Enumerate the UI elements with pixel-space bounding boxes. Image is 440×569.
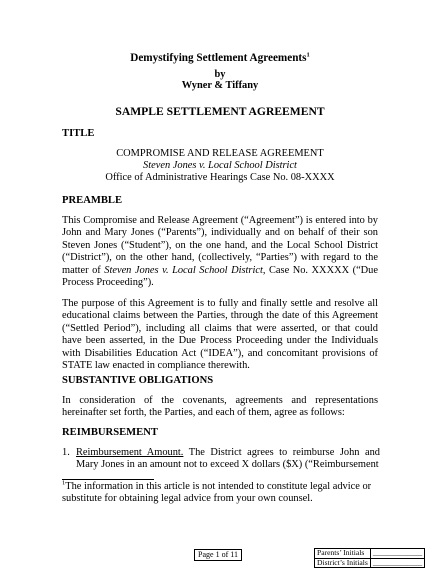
document-title: Demystifying Settlement Agreements$^1$ (130, 51, 310, 64)
list-item-number: 1. (62, 447, 70, 458)
case-caption: Steven Jones v. Local School District (143, 160, 297, 171)
footnote: $^1$The information in this article is not intended to constitute legal advice or substitute for obtaining legal advice from your own counsel. (62, 479, 372, 505)
district-initials-row (315, 558, 425, 568)
parents-initials-label: Parents’ Initials (315, 549, 371, 559)
reimbursement-heading: REIMBURSEMENT (62, 427, 158, 438)
parents-initials-blank: _____________ (370, 549, 424, 559)
footnote-mark: 1 (62, 479, 66, 487)
district-initials-label: District’s Initials (315, 558, 371, 568)
sample-agreement-title: SAMPLE SETTLEMENT AGREEMENT (115, 105, 325, 118)
byline-by: by (214, 69, 226, 80)
initials-table (314, 548, 425, 568)
reimbursement-item: Reimbursement Amount. The District agrees to reimburse John and Mary Jones in an amount not to exceed X dollars ($X) (“Reimbursement (76, 447, 380, 471)
title-heading: TITLE (62, 128, 95, 139)
case-name-italic: Steven Jones v. Local School District (104, 264, 263, 276)
parents-initials-row (315, 549, 425, 559)
case-number: Office of Administrative Hearings Case No. 08-XXXX (105, 172, 335, 183)
preamble-paragraph-1: This Compromise and Release Agreement (“Agreement”) is entered into by John and Mary Jones (“Parents”), individually and on behalf of their son Steven Jones (“Student”), on the one hand, and the Local School District (“District”), on the other hand, (collectively, “Parties”) with regard to the matter of Steven Jones v. Local School District, Case No. XXXXX (“Due Process Proceeding”). (62, 215, 378, 289)
footnote-reference: 1 (306, 51, 310, 59)
district-initials-blank: _____________ (370, 558, 424, 568)
footnote-separator (62, 479, 154, 480)
byline-authors: Wyner & Tiffany (181, 80, 259, 91)
preamble-paragraph-2: The purpose of this Agreement is to fully and finally settle and resolve all educational claims between the Parties, through the date of this Agreement (“Settled Period”), including all claims that were asserted, or that could have been asserted, in the Due Process Proceeding under the Individuals with Disabilities Education Act (“IDEA”), and concomitant provisions of STATE law enacted in compliance therewith. (62, 298, 378, 372)
obligations-heading: SUBSTANTIVE OBLIGATIONS (62, 375, 214, 386)
obligations-paragraph: In consideration of the covenants, agreements and representations hereinafter set forth, the Parties, and each of them, agree as follows: (62, 395, 378, 419)
page-number-box: Page 1 of 11 (194, 549, 242, 561)
reimbursement-item-title: Reimbursement Amount. (76, 447, 184, 458)
preamble-heading: PREAMBLE (62, 195, 123, 206)
agreement-name: COMPROMISE AND RELEASE AGREEMENT (116, 148, 324, 159)
